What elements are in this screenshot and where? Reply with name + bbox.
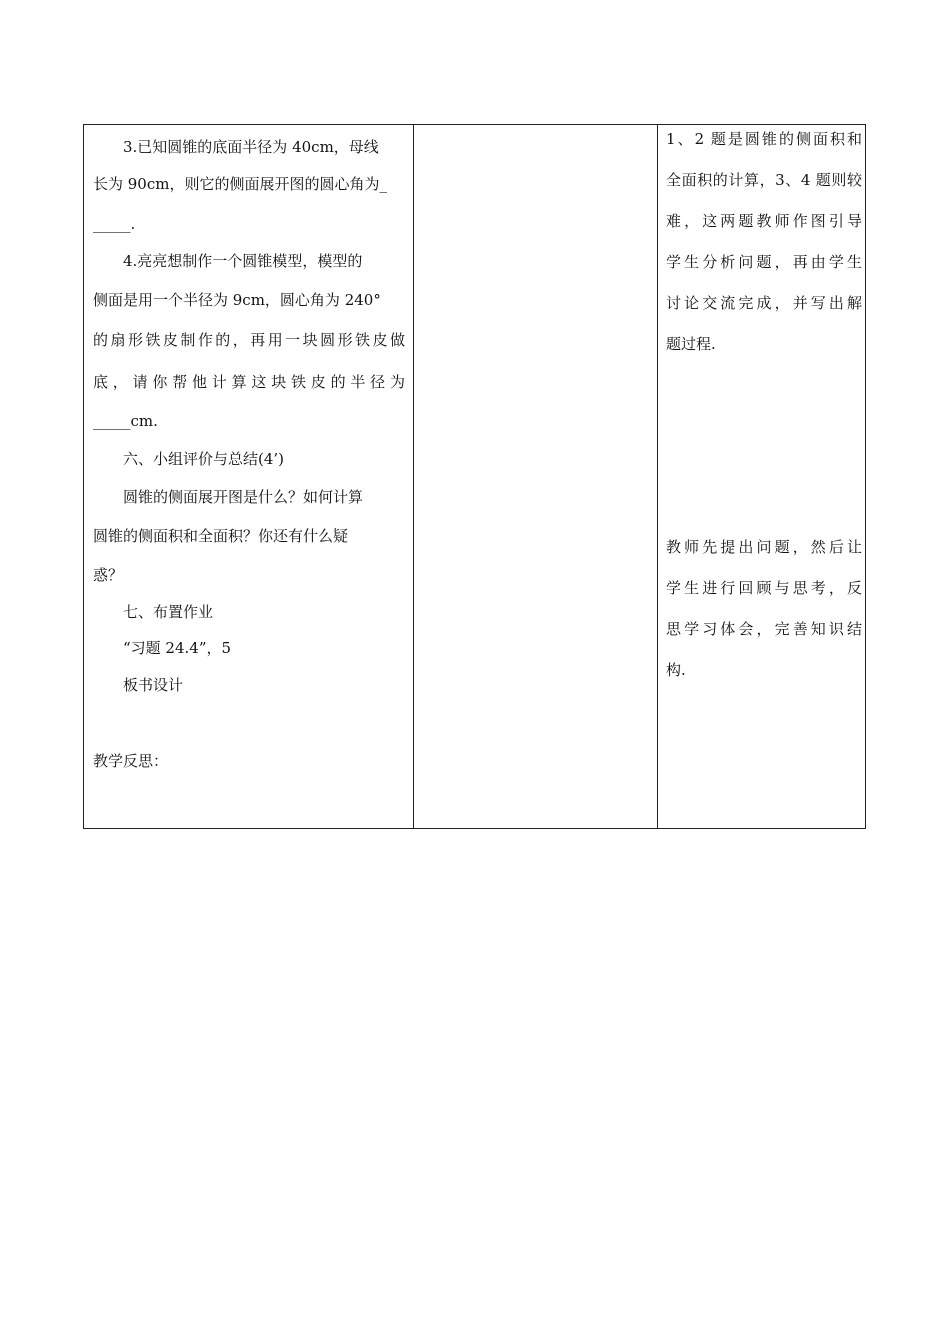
- question-3-line: _____.: [93, 215, 136, 233]
- design-note-line: 教师先提出问题，然后让: [666, 538, 862, 556]
- design-note-line: 全面积的计算，3、4 题则较: [666, 171, 862, 189]
- design-note-line: 思学习体会，完善知识结: [666, 620, 862, 638]
- section-6-heading: 六、小组评价与总结(4’): [123, 450, 285, 468]
- teaching-reflection-label: 教学反思：: [93, 752, 169, 770]
- homework-assignment: “习题 24.4”，5: [123, 639, 232, 657]
- design-note-line: 学生分析问题，再由学生: [666, 253, 862, 271]
- summary-line: 圆锥的侧面积和全面积？你还有什么疑: [93, 527, 349, 545]
- question-3-line: 长为 90cm，则它的侧面展开图的圆心角为_: [93, 175, 387, 193]
- question-3-line: 3.已知圆锥的底面半径为 40cm，母线: [123, 138, 379, 156]
- design-note-line: 构.: [666, 661, 686, 679]
- question-4-line: 的扇形铁皮制作的，再用一块圆形铁皮做: [93, 331, 405, 349]
- summary-line: 惑？: [93, 566, 124, 584]
- design-note-line: 学生进行回顾与思考，反: [666, 579, 862, 597]
- summary-line: 圆锥的侧面展开图是什么？如何计算: [123, 488, 364, 506]
- lesson-process-column: [84, 125, 414, 828]
- design-notes-column: [657, 125, 865, 828]
- design-note-line: 1、2 题是圆锥的侧面积和: [666, 130, 862, 148]
- question-4-line: _____cm.: [93, 412, 158, 430]
- design-note-line: 讨论交流完成，并写出解: [666, 294, 862, 312]
- question-4-line: 4.亮亮想制作一个圆锥模型，模型的: [123, 252, 363, 270]
- section-7-heading: 七、布置作业: [123, 603, 214, 621]
- design-note-line: 难，这两题教师作图引导: [666, 212, 862, 230]
- question-4-line: 侧面是用一个半径为 9cm，圆心角为 240°: [93, 291, 381, 309]
- question-4-line: 底，请你帮他计算这块铁皮的半径为: [93, 373, 405, 391]
- student-activity-column: [413, 125, 658, 828]
- design-note-line: 题过程.: [666, 335, 716, 353]
- board-design-label: 板书设计: [123, 676, 184, 694]
- lesson-table: [83, 124, 866, 829]
